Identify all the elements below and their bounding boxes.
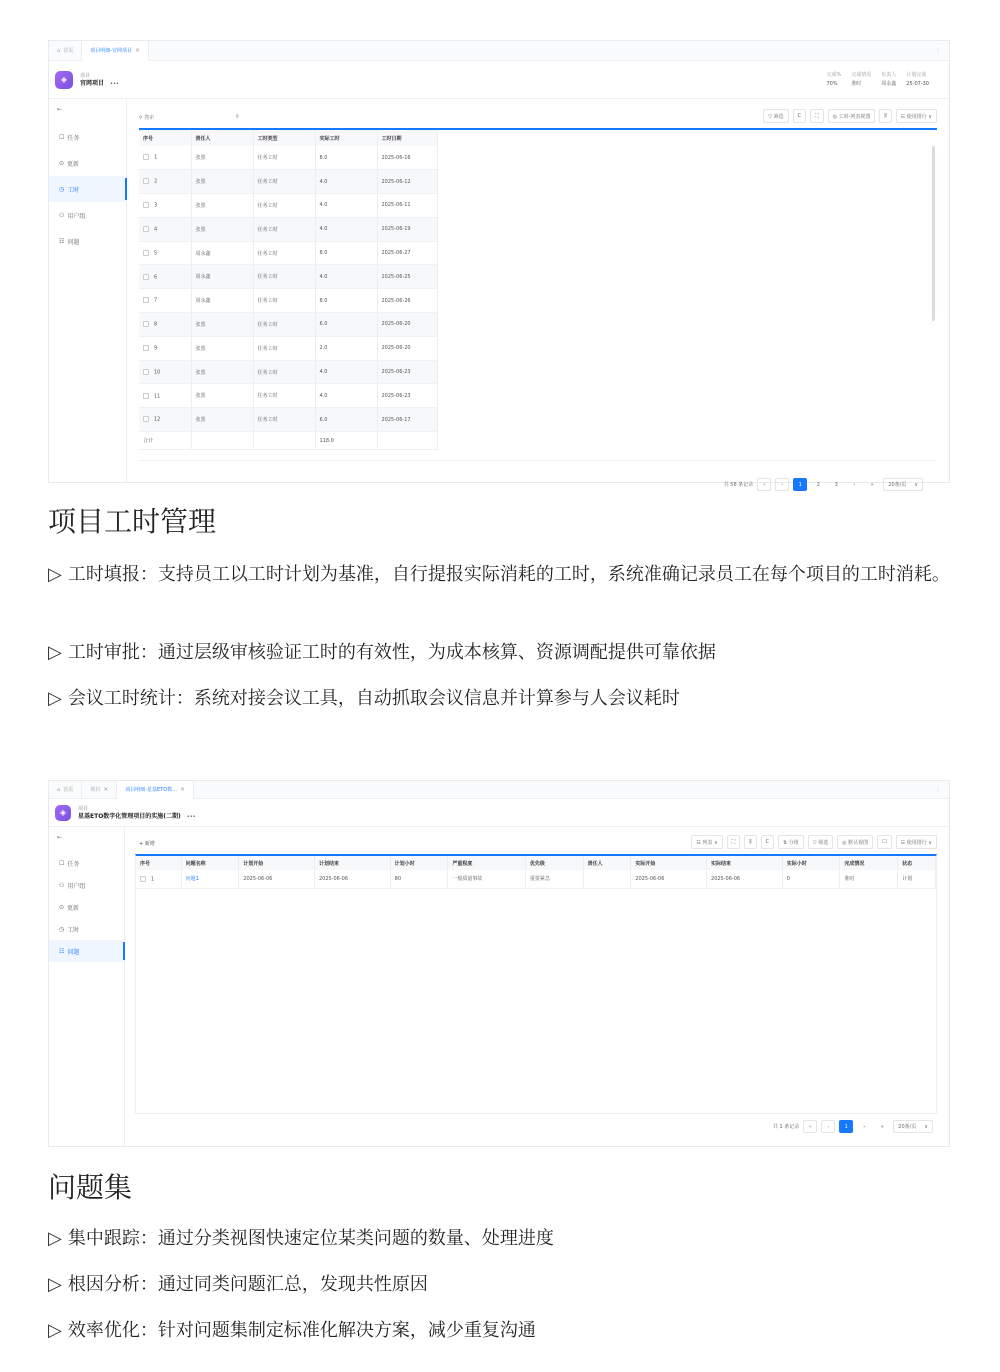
filter-search-icon: ⚲ [139, 114, 143, 121]
triangle-icon: ▷ [48, 642, 62, 663]
cell-pend: 2025-06-06 [314, 870, 390, 888]
row-checkbox[interactable] [143, 274, 149, 280]
col-header[interactable]: 实际小时 [782, 856, 840, 870]
more-icon[interactable]: ⋮ [935, 786, 941, 793]
triangle-icon: ▷ [48, 1320, 62, 1341]
columns-button[interactable]: ⫼ [879, 109, 891, 123]
tab-home[interactable]: ⌂ 首页 [49, 41, 82, 61]
page-1[interactable]: 1 [839, 1120, 853, 1133]
cell-hours: 2.0 [315, 336, 377, 360]
table-row[interactable] [139, 217, 437, 241]
tab-home[interactable]: ⌂ 首页 [49, 781, 82, 799]
cell-no: 3 [139, 194, 191, 218]
first-page-button[interactable]: « [803, 1120, 817, 1133]
table-row[interactable] [139, 408, 437, 432]
issues-table [136, 856, 936, 889]
page-size-select[interactable]: 20条/页 ∨ [883, 478, 923, 491]
row-checkbox[interactable] [143, 321, 149, 327]
tab-bar [49, 781, 949, 799]
default-view-button[interactable]: ◎ 默认视图 [837, 835, 873, 849]
col-header[interactable]: 问题名称 [181, 856, 239, 870]
cell-ahours: 0 [782, 870, 840, 888]
row-checkbox[interactable] [143, 226, 149, 232]
next-page-button[interactable]: › [863, 1123, 866, 1130]
cell-type: 任务工时 [253, 313, 315, 337]
project-name: 星基ETO数字化管理项目的实施(二期) [78, 812, 181, 820]
nav-item-usergroup[interactable]: ⚇ 用户组 [59, 211, 86, 220]
clock-icon: ◷ [59, 185, 65, 193]
cell-date: 2025-06-19 [377, 217, 437, 241]
task-icon: ☐ [59, 859, 65, 867]
cell-hours: 4.0 [315, 217, 377, 241]
pagination [724, 478, 923, 491]
cell-hours: 4.0 [315, 265, 377, 289]
col-no[interactable]: 序号 [139, 130, 191, 146]
col-header[interactable]: 计划结束 [314, 856, 390, 870]
col-header[interactable]: 实际结束 [707, 856, 783, 870]
cell-owner [583, 870, 631, 888]
sort-button[interactable]: ☷ 使用排行 ∨ [896, 109, 937, 123]
cell-date: 2025-06-11 [377, 194, 437, 218]
issue-icon: ☷ [59, 237, 65, 245]
project-meta: 完成% 70% 完成情况 准时 负责人 周永鑫 计划完成 25-07-30 [826, 72, 929, 87]
filter-button[interactable]: ▽ 筛选 [808, 835, 833, 849]
cell-date: 2025-06-23 [377, 384, 437, 408]
cell-hours: 8.0 [315, 289, 377, 313]
triangle-icon: ▷ [48, 564, 62, 585]
triangle-icon: ▷ [48, 688, 62, 709]
cell-hours: 4.0 [315, 170, 377, 194]
nav-item-task[interactable]: ☐ 任务 [59, 133, 80, 142]
group-button[interactable]: ⇅ 分组 [778, 835, 804, 849]
cell-type: 任务工时 [253, 217, 315, 241]
section-title-timesheet: 项目工时管理 [48, 505, 217, 538]
nav-item-update[interactable]: ⊙ 更新 [59, 903, 80, 912]
cell-hours: 6.0 [315, 408, 377, 432]
row-checkbox[interactable] [143, 202, 149, 208]
row-checkbox[interactable] [143, 416, 149, 422]
cell-date: 2025-06-23 [377, 360, 437, 384]
tab-project-detail[interactable]: 项目明细-星基ETO数... × [117, 781, 194, 799]
bullet-timesheet-report: ▷ 工时填报：支持员工以工时计划为基准，自行提报实际消耗的工时，系统准确记录员工在每个项目的工时消耗。 [48, 558, 954, 591]
col-header[interactable]: 实际开始 [631, 856, 707, 870]
nav-item-update[interactable]: ⊙ 更新 [59, 159, 80, 168]
cell-no: 6 [139, 265, 191, 289]
cell-no: 2 [139, 170, 191, 194]
refresh-button[interactable]: C [761, 835, 775, 849]
view-list-button[interactable]: ☷ 列表 ∨ [691, 835, 722, 849]
cell-status: 计划 [898, 870, 936, 888]
cell-type: 任务工时 [253, 384, 315, 408]
col-hours[interactable]: 实际工时 [315, 130, 377, 146]
row-checkbox[interactable] [140, 876, 146, 882]
nav-item-usergroup[interactable]: ⚇ 用户组 [59, 881, 86, 890]
row-checkbox[interactable] [143, 154, 149, 160]
page-size-select[interactable]: 20条/页 ∨ [893, 1120, 933, 1133]
cell-owner: 张黑 [191, 170, 253, 194]
chevron-down-icon: ∨ [914, 481, 918, 488]
prev-page-button[interactable]: ‹ [821, 1120, 835, 1133]
table-tools [691, 835, 937, 849]
cell-owner: 张黑 [191, 146, 253, 170]
col-header[interactable]: 序号 [136, 856, 181, 870]
triangle-icon: ▷ [48, 1228, 62, 1249]
users-icon: ⚇ [59, 881, 65, 889]
page-3[interactable]: 3 [834, 481, 838, 488]
table-tools [763, 109, 937, 123]
project-name: 官网项目 [80, 79, 105, 87]
cell-type: 任务工时 [253, 336, 315, 360]
row-checkbox[interactable] [143, 345, 149, 351]
prev-page-button[interactable]: ‹ [775, 478, 789, 491]
bullet-timesheet-approval: ▷ 工时审批：通过层级审核验证工时的有效性，为成本核算、资源调配提供可靠依据 [48, 636, 954, 669]
table-row[interactable] [136, 870, 936, 888]
project-cube-icon: ◈ [55, 71, 73, 89]
cell-type: 任务工时 [253, 265, 315, 289]
cell-date: 2025-06-16 [377, 146, 437, 170]
cell-no: 1 [139, 146, 191, 170]
col-header[interactable]: 状态 [898, 856, 936, 870]
refresh-button[interactable]: C [793, 109, 807, 123]
table-row[interactable] [139, 336, 437, 360]
table-row[interactable] [139, 313, 437, 337]
cell-type: 任务工时 [253, 289, 315, 313]
cell-owner: 张黑 [191, 408, 253, 432]
side-nav [49, 828, 125, 1146]
cell-date: 2025-06-12 [377, 170, 437, 194]
total-row: 合计 118.0 [139, 432, 437, 450]
cell-hours: 4.0 [315, 194, 377, 218]
add-issue-button[interactable]: + 新增 [139, 840, 155, 847]
project-header [49, 799, 949, 827]
close-icon[interactable]: × [103, 786, 109, 793]
view-select-button[interactable]: ◎ 工时-列表视图 [828, 109, 876, 123]
bullet-central-tracking: ▷ 集中跟踪：通过分类视图快速定位某类问题的数量、处理进度 [48, 1222, 954, 1255]
sort-button[interactable]: ☷ 使用排行 ∨ [896, 835, 937, 849]
col-header[interactable]: 严重程度 [448, 856, 526, 870]
cell-severity: 一般质量事故 [448, 870, 526, 888]
cell-pstart: 2025-06-06 [239, 870, 315, 888]
cell-type: 任务工时 [253, 360, 315, 384]
cell-aend: 2025-06-06 [707, 870, 783, 888]
cell-no: 1 [136, 870, 181, 888]
side-nav [49, 100, 127, 482]
cell-no: 5 [139, 241, 191, 265]
nav-item-timesheet[interactable]: ◷ 工时 [59, 925, 80, 934]
section-title-issues: 问题集 [48, 1171, 133, 1204]
page-1[interactable]: 1 [793, 478, 807, 491]
col-type[interactable]: 工时类型 [253, 130, 315, 146]
project-kind: 项目 [80, 72, 91, 79]
cell-no: 4 [139, 217, 191, 241]
row-checkbox[interactable] [143, 250, 149, 256]
table-row[interactable] [139, 170, 437, 194]
fullscreen-button[interactable]: ⛶ [727, 835, 741, 849]
cell-type: 任务工时 [253, 170, 315, 194]
home-icon: ⌂ [57, 47, 61, 54]
update-icon: ⊙ [59, 903, 65, 911]
first-page-button[interactable]: « [757, 478, 771, 491]
cell-priority: 重要紧急 [525, 870, 583, 888]
cell-owner: 周永鑫 [191, 289, 253, 313]
bullet-root-cause: ▷ 根因分析：通过同类问题汇总，发现共性原因 [48, 1268, 954, 1301]
cell-phours: 80 [390, 870, 448, 888]
cell-owner: 张黑 [191, 336, 253, 360]
project-cube-icon: ◈ [55, 805, 71, 821]
users-icon: ⚇ [59, 211, 65, 219]
chevron-down-icon: ∨ [924, 1123, 928, 1130]
next-page-button[interactable]: › [853, 481, 856, 488]
cell-date: 2025-06-26 [377, 289, 437, 313]
layout-button[interactable]: ☐ [877, 835, 891, 849]
row-checkbox[interactable] [143, 178, 149, 184]
project-kind: 项目 [78, 805, 89, 812]
cell-date: 2025-06-20 [377, 336, 437, 360]
record-count: 共 1 条记录 [772, 1124, 800, 1130]
cell-done: 准时 [840, 870, 898, 888]
cell-type: 任务工时 [253, 241, 315, 265]
tab-bar [49, 41, 949, 61]
cell-owner: 周永鑫 [191, 265, 253, 289]
update-icon: ⊙ [59, 159, 65, 167]
cell-owner: 周永鑫 [191, 241, 253, 265]
filter-button[interactable]: ▽ 筛选 [763, 109, 788, 123]
cell-date: 2025-06-27 [377, 241, 437, 265]
col-header[interactable]: 完成情况 [840, 856, 898, 870]
collapse-icon[interactable]: ⇤ [57, 106, 63, 113]
last-page-button[interactable]: » [880, 1123, 884, 1130]
nav-item-task[interactable]: ☐ 任务 [59, 859, 80, 868]
cell-type: 任务工时 [253, 146, 315, 170]
cell-astart: 2025-06-06 [631, 870, 707, 888]
cell-hours: 4.0 [315, 384, 377, 408]
close-icon[interactable]: × [179, 786, 186, 793]
cell-owner: 张黑 [191, 360, 253, 384]
cell-no: 11 [139, 384, 191, 408]
cell-date: 2025-06-20 [377, 313, 437, 337]
issues-screenshot [48, 780, 950, 1147]
table-row[interactable] [139, 384, 437, 408]
row-checkbox[interactable] [143, 393, 149, 399]
cell-no: 7 [139, 289, 191, 313]
table-row[interactable] [139, 265, 437, 289]
last-page-button[interactable]: » [870, 481, 874, 488]
timesheet-screenshot [48, 40, 950, 488]
cell-hours: 8.0 [315, 241, 377, 265]
timesheet-table [139, 130, 438, 450]
cell-owner: 张黑 [191, 194, 253, 218]
cell-type: 任务工时 [253, 194, 315, 218]
table-row[interactable] [139, 289, 437, 313]
nav-item-issue[interactable]: ☷ 问题 [49, 940, 124, 962]
pagination [773, 1120, 933, 1133]
more-actions-icon[interactable]: ••• [186, 813, 196, 820]
bullet-efficiency: ▷ 效率优化：针对问题集制定标准化解决方案，减少重复沟通 [48, 1314, 954, 1347]
tab-project-detail[interactable]: 项目明细-官网项目 × [82, 41, 149, 61]
nav-item-timesheet[interactable]: ◷ 工时 [49, 176, 126, 202]
table-scrollbar[interactable] [932, 146, 935, 321]
col-header[interactable]: 优先级 [525, 856, 583, 870]
col-header[interactable]: 计划小时 [390, 856, 448, 870]
row-checkbox[interactable] [143, 369, 149, 375]
col-header[interactable]: 责任人 [583, 856, 631, 870]
collapse-icon[interactable]: ⇤ [57, 834, 63, 841]
page-2[interactable]: 2 [816, 481, 820, 488]
more-actions-icon[interactable]: ••• [110, 80, 119, 87]
fullscreen-button[interactable]: ⛶ [810, 109, 824, 123]
cell-hours: 4.0 [315, 360, 377, 384]
cell-no: 12 [139, 408, 191, 432]
project-header [49, 61, 949, 99]
cell-date: 2025-06-25 [377, 265, 437, 289]
cell-owner: 张黑 [191, 313, 253, 337]
table-row[interactable] [139, 360, 437, 384]
nav-item-issue[interactable]: ☷ 问题 [59, 237, 80, 246]
close-icon[interactable]: × [135, 47, 141, 54]
cell-no: 10 [139, 360, 191, 384]
cell-no: 9 [139, 336, 191, 360]
cell-owner: 张黑 [191, 217, 253, 241]
search-icon[interactable]: ⚲ [235, 114, 239, 120]
col-owner[interactable]: 责任人 [191, 130, 253, 146]
col-date[interactable]: 工时日期 [377, 130, 437, 146]
row-checkbox[interactable] [143, 297, 149, 303]
triangle-icon: ▷ [48, 1274, 62, 1295]
table-row[interactable] [139, 194, 437, 218]
cell-name[interactable]: 问题1 [181, 870, 239, 888]
cell-hours: 8.0 [315, 146, 377, 170]
search-input[interactable]: ⚲ 搜索 ⚲ [139, 114, 239, 121]
issue-icon: ☷ [59, 947, 65, 955]
cell-hours: 6.0 [315, 313, 377, 337]
record-count: 共 58 条记录 [723, 482, 754, 488]
col-header[interactable]: 计划开始 [239, 856, 315, 870]
more-icon[interactable]: ⋮ [935, 47, 941, 54]
task-icon: ☐ [59, 133, 65, 141]
columns-button[interactable]: ⫼ [744, 835, 756, 849]
table-row[interactable] [139, 146, 437, 170]
cell-type: 任务工时 [253, 408, 315, 432]
bullet-meeting-hours: ▷ 会议工时统计：系统对接会议工具，自动抓取会议信息并计算参与人会议耗时 [48, 682, 954, 715]
cell-owner: 张黑 [191, 384, 253, 408]
table-row[interactable] [139, 241, 437, 265]
cell-no: 8 [139, 313, 191, 337]
clock-icon: ◷ [59, 925, 65, 933]
cell-date: 2025-06-17 [377, 408, 437, 432]
home-icon: ⌂ [57, 786, 61, 793]
tab-project[interactable]: 项目 × [82, 781, 117, 799]
